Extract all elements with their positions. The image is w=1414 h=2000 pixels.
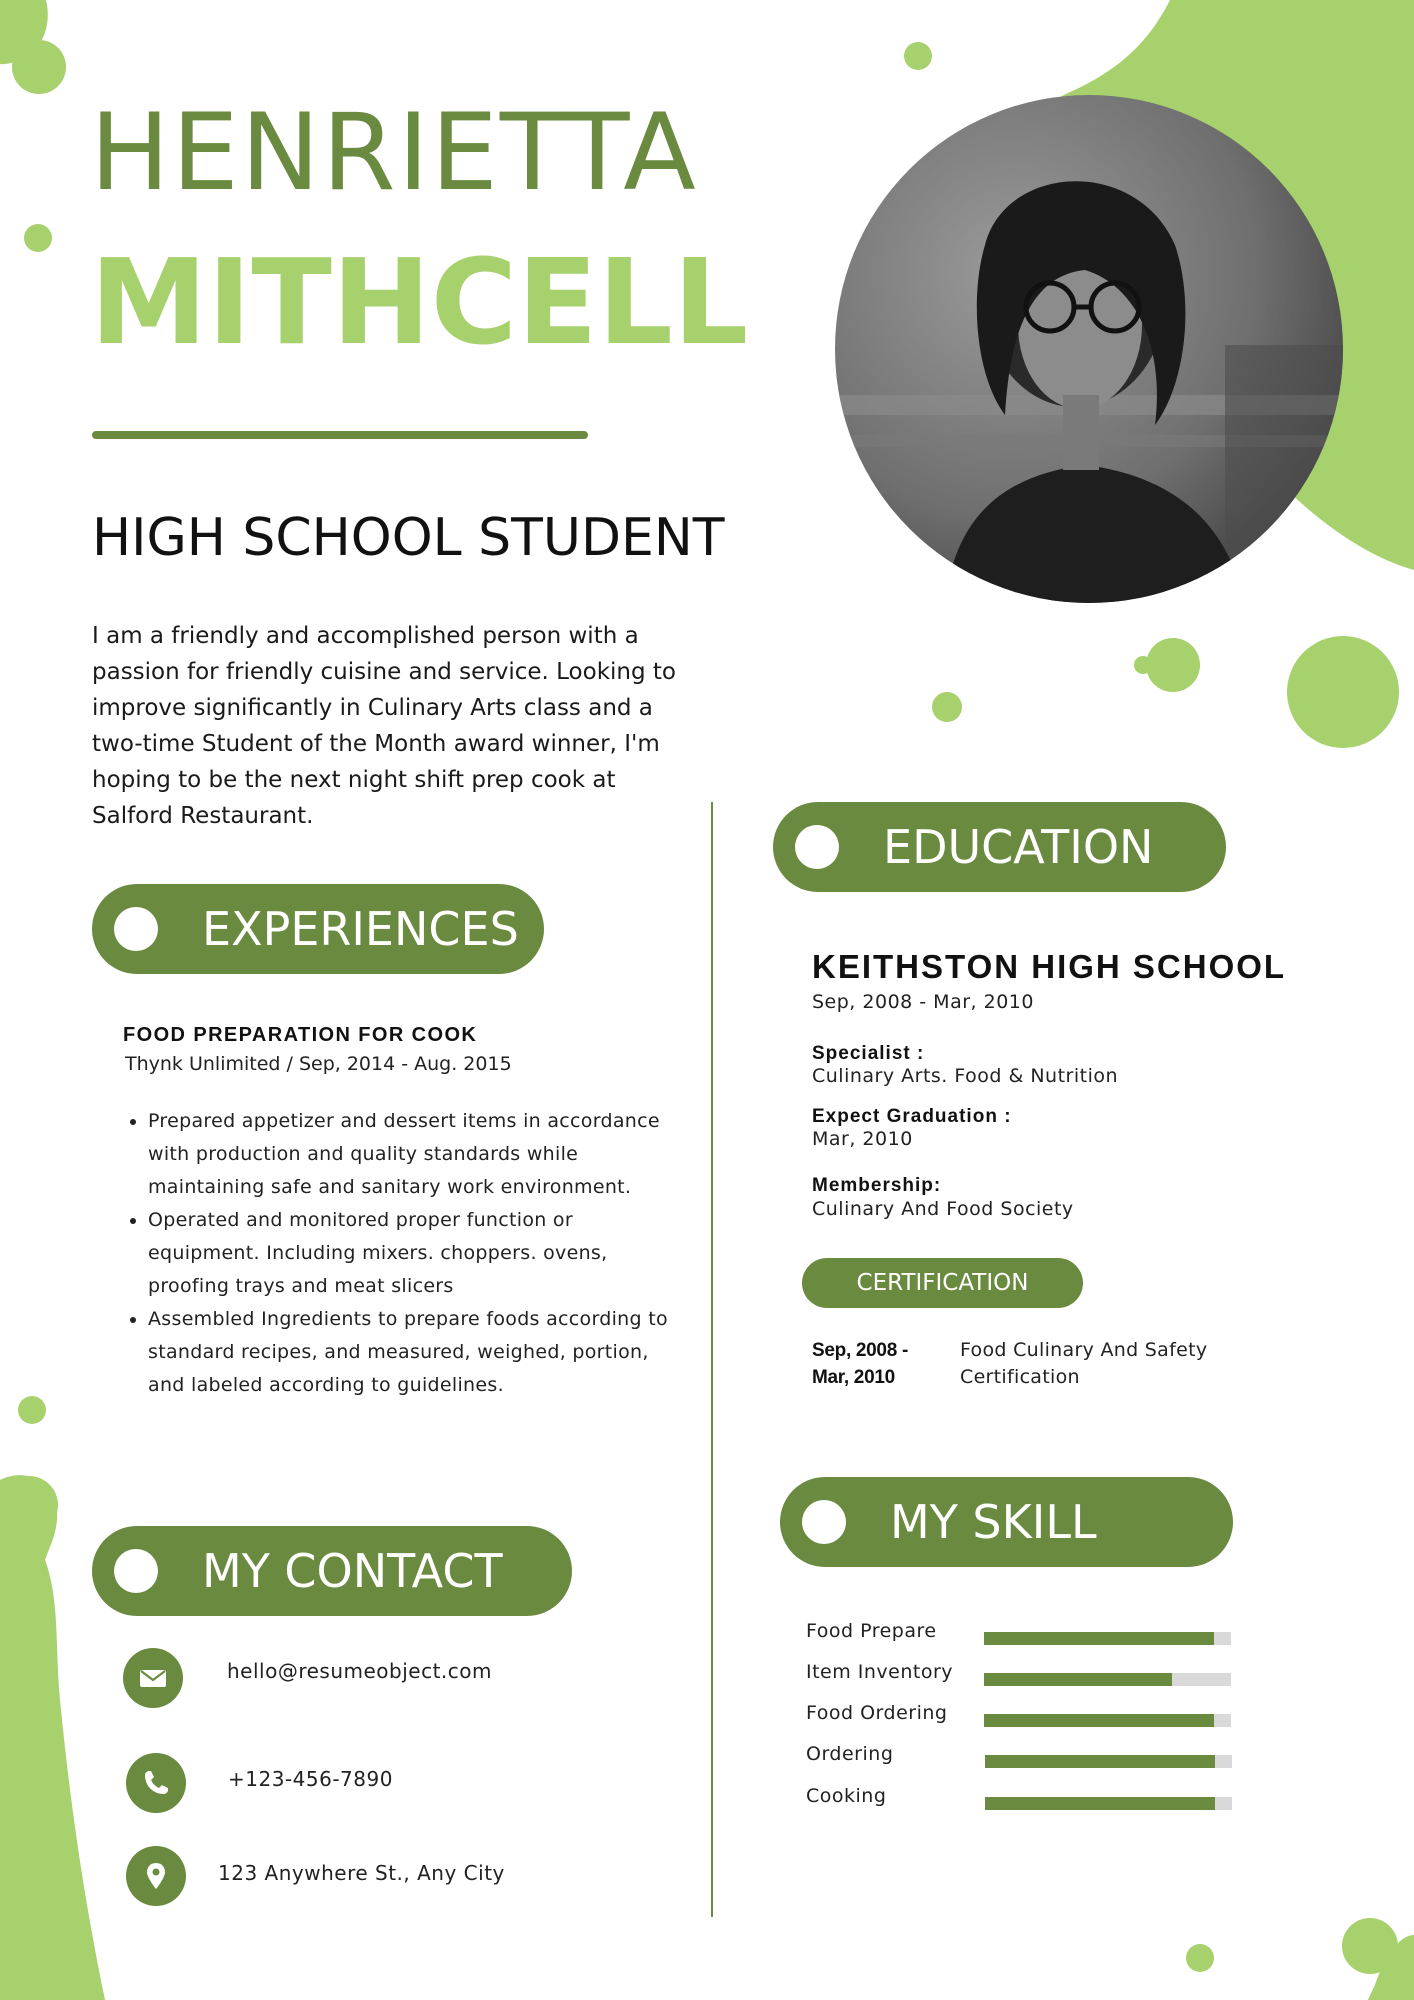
skill-label: Item Inventory: [806, 1661, 954, 1683]
skill-bar-fill: [985, 1797, 1215, 1810]
skill-bar-fill: [984, 1632, 1214, 1645]
skill-bar-track: [984, 1714, 1231, 1727]
contact-heading: [92, 1526, 572, 1616]
experience-bullet: • Assembled Ingredients to prepare foods according to standard recipes, and measured, weighed, portion, and labeled according to guidelines.: [148, 1303, 668, 1402]
skill-row: [806, 1743, 1236, 1773]
decor-dot: [1186, 1944, 1214, 1972]
skill-heading: [780, 1477, 1233, 1567]
skill-bar-track: [984, 1632, 1231, 1645]
experience-bullets: [118, 1105, 668, 1402]
decor-dot: [1342, 1918, 1398, 1974]
skill-bar-fill: [985, 1755, 1215, 1768]
skill-bar-fill: [984, 1714, 1214, 1727]
contact-address: 123 Anywhere St., Any City: [218, 1861, 505, 1885]
job-title: HIGH SCHOOL STUDENT: [92, 508, 725, 568]
specialist-value: Culinary Arts. Food & Nutrition: [812, 1065, 1119, 1087]
decor-dot: [1146, 638, 1200, 692]
skill-row: [806, 1702, 1236, 1732]
membership-label: Membership:: [812, 1175, 942, 1196]
heading-dot: [802, 1500, 846, 1544]
skill-bar-track: [984, 1673, 1231, 1686]
certification-heading: CERTIFICATION: [802, 1258, 1083, 1308]
decor-dot: [24, 224, 52, 252]
decor-dot: [932, 692, 962, 722]
education-heading-text: EDUCATION: [883, 820, 1154, 874]
about-text: I am a friendly and accomplished person with a passion for friendly cuisine and service. Looking to improve significantly in Culinary Arts class and a two-time Student of the Month award winner, I'm hoping to be the next night shift prep cook at Salford Restaurant.: [92, 623, 676, 829]
specialist-label: Specialist :: [812, 1043, 925, 1064]
decor-dot: [904, 42, 932, 70]
heading-dot: [795, 825, 839, 869]
skill-label: Cooking: [806, 1785, 887, 1807]
experience-job-title: FOOD PREPARATION FOR COOK: [123, 1024, 478, 1046]
heading-dot: [114, 907, 158, 951]
decor-dot: [0, 1476, 58, 1534]
skill-bar-track: [985, 1797, 1232, 1810]
contact-phone[interactable]: +123-456-7890: [228, 1767, 393, 1791]
column-divider: [711, 802, 713, 1917]
graduation-value: Mar, 2010: [812, 1128, 913, 1150]
profile-photo: [835, 95, 1343, 603]
skill-label: Food Ordering: [806, 1702, 948, 1724]
first-name: HENRIETTA: [90, 91, 698, 214]
graduation-label: Expect Graduation :: [812, 1106, 1012, 1127]
heading-dot: [114, 1549, 158, 1593]
certification-date-end: Mar, 2010: [812, 1367, 895, 1388]
skill-row: [806, 1620, 1236, 1650]
certification-date: [812, 1337, 932, 1391]
decor-dot: [18, 1396, 46, 1424]
name-underline: [92, 431, 588, 439]
certification-name: Food Culinary And Safety Certification: [960, 1339, 1208, 1388]
certification-date-start: Sep, 2008 -: [812, 1340, 908, 1361]
experience-bullet: • Operated and monitored proper function or equipment. Including mixers. choppers. ovens, proofing trays and meat slicers: [148, 1204, 668, 1303]
phone-icon: [126, 1753, 186, 1813]
experience-job-subtitle: Thynk Unlimited / Sep, 2014 - Aug. 2015: [125, 1053, 512, 1075]
skill-heading-text: MY SKILL: [890, 1495, 1097, 1549]
education-heading: [773, 802, 1226, 892]
location-pin-icon: [126, 1846, 186, 1906]
school-name: KEITHSTON HIGH SCHOOL: [812, 948, 1287, 985]
skill-bar-fill: [984, 1673, 1172, 1686]
skill-label: Food Prepare: [806, 1620, 937, 1642]
skill-row: [806, 1785, 1236, 1815]
mail-icon: [123, 1648, 183, 1708]
contact-heading-text: MY CONTACT: [202, 1544, 503, 1598]
decor-dot: [1134, 656, 1152, 674]
experiences-heading: [92, 884, 544, 974]
skill-row: [806, 1661, 1236, 1691]
experiences-heading-text: EXPERIENCES: [202, 902, 519, 956]
experience-bullet: • Prepared appetizer and dessert items in accordance with production and quality standards while maintaining safe and sanitary work environment.: [148, 1105, 668, 1204]
last-name: MITHCELL: [90, 233, 749, 371]
decor-dot: [12, 40, 66, 94]
decor-dot: [1287, 636, 1399, 748]
contact-email-link[interactable]: hello@resumeobject.com: [227, 1659, 493, 1683]
membership-value: Culinary And Food Society: [812, 1198, 1074, 1220]
skill-label: Ordering: [806, 1743, 894, 1765]
school-dates: Sep, 2008 - Mar, 2010: [812, 991, 1034, 1013]
skill-bar-track: [985, 1755, 1232, 1768]
